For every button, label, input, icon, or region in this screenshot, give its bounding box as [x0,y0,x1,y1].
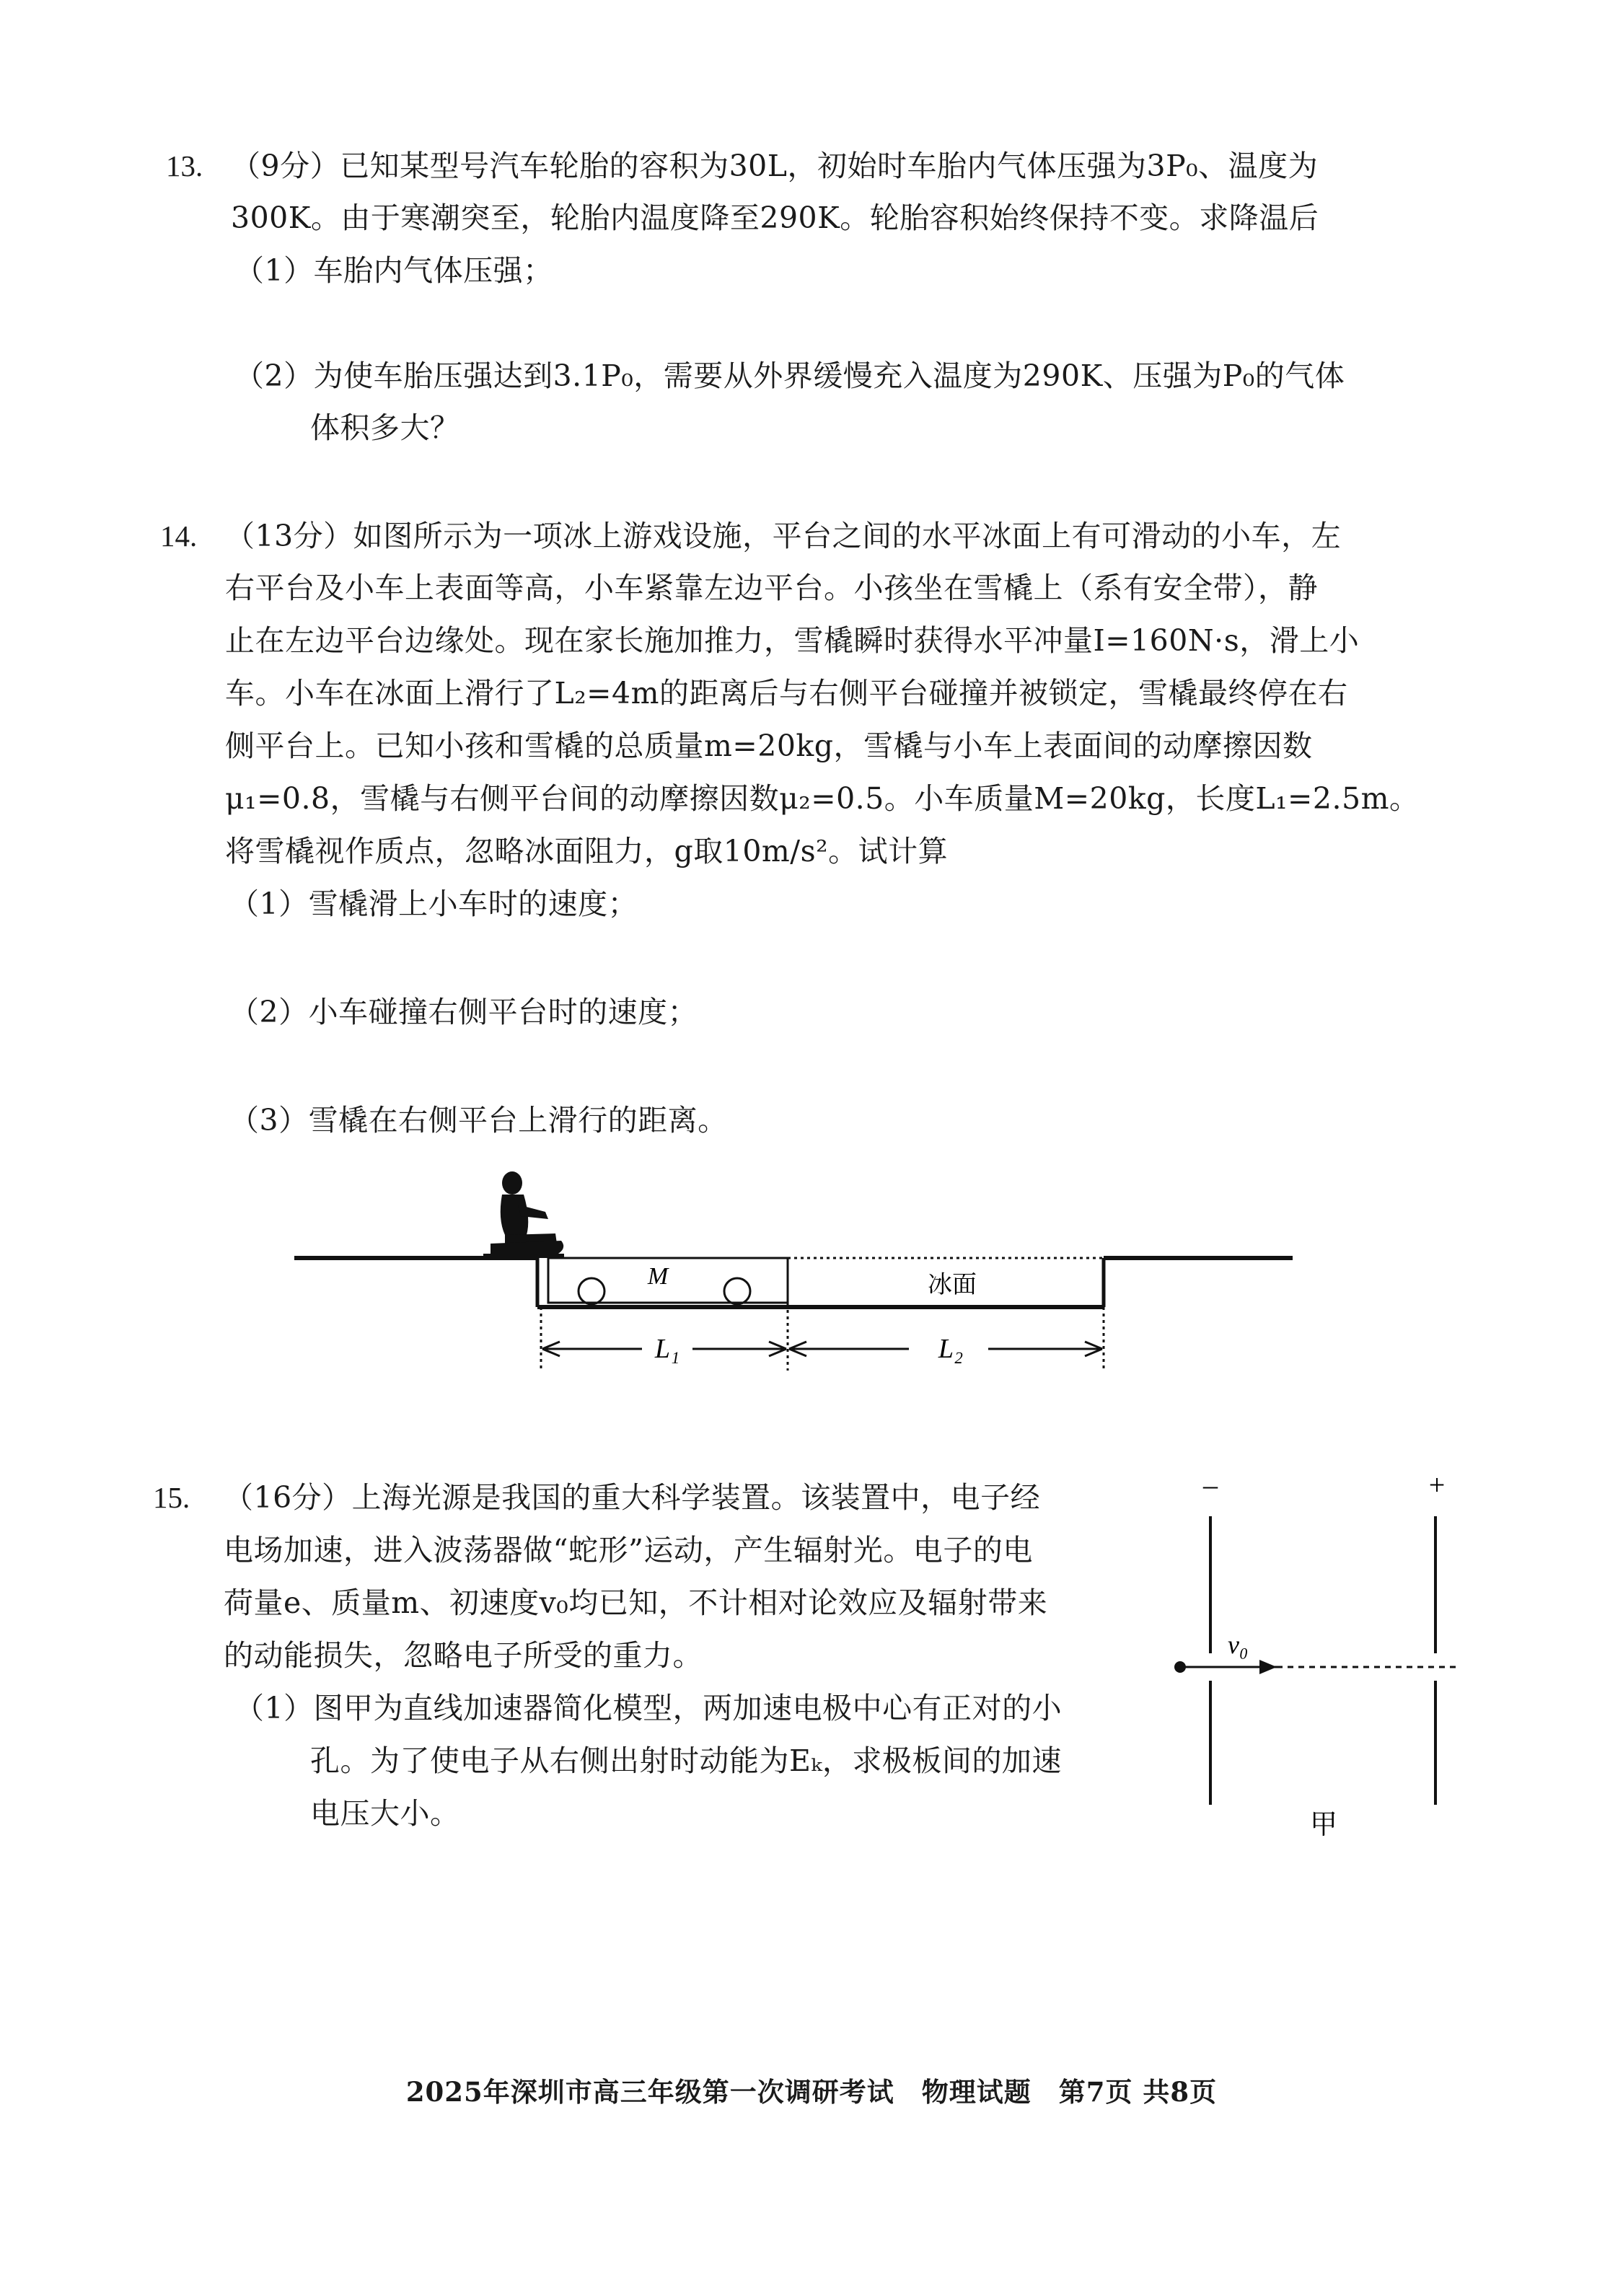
q14-figure [289,1154,1334,1414]
q13-line-2: 300K。由于寒潮突至，轮胎内温度降至290K。轮胎容积始终保持不变。求降温后 [231,201,1319,235]
v0-label: v₀ [1228,1630,1249,1659]
q14-line-3: 止在左边平台边缘处。现在家长施加推力，雪橇瞬时获得水平冲量I=160N·s，滑上小 [225,623,1360,658]
plus-sign: + [1428,1469,1446,1501]
q14-line-5: 侧平台上。已知小孩和雪橇的总质量m=20kg，雪橇与小车上表面间的动摩擦因数 [225,729,1313,763]
q15-line-3: 荷量e、质量m、初速度v₀均已知，不计相对论效应及辐射带来 [224,1585,1048,1620]
l1-label: L₁ [654,1334,680,1364]
q14-line-4: 车。小车在冰面上滑行了L₂=4m的距离后与右侧平台碰撞并被锁定，雪橇最终停在右 [225,676,1348,711]
q14-number: 14. [160,519,198,553]
q13-number: 13. [166,149,203,182]
cart-wheel-left [579,1278,604,1304]
child-on-sled-icon [483,1171,564,1258]
q13-line-1: （9分）已知某型号汽车轮胎的容积为30L，初始时车胎内气体压强为3P₀、温度为 [231,149,1319,183]
q13-line-4: （2）为使车胎压强达到3.1P₀，需要从外界缓慢充入温度为290K、压强为P₀的气体 [234,359,1345,393]
q13-line-5: 体积多大？ [310,410,460,445]
q15-line-1: （16分）上海光源是我国的重大科学装置。该装置中，电子经 [224,1480,1041,1515]
q15-number: 15. [153,1481,190,1514]
q15-line-4: 的动能损失，忽略电子所受的重力。 [224,1638,703,1673]
q15-line-2: 电场加速，进入波荡器做“蛇形”运动，产生辐射光。电子的电 [224,1533,1033,1567]
q14-line-6: μ₁=0.8，雪橇与右侧平台间的动摩擦因数μ₂=0.5。小车质量M=20kg，长度L₁=2.5m。 [225,781,1420,816]
figure-caption: 甲 [1309,1810,1338,1839]
cart-label: M [647,1263,669,1290]
q14-line-8: （1）雪橇滑上小车时的速度； [229,887,638,921]
q14-line-10: （3）雪橇在右侧平台上滑行的距离。 [229,1103,728,1138]
q15-line-5: （1）图甲为直线加速器简化模型，两加速电极中心有正对的小 [234,1691,1063,1725]
q15-line-6: 孔。为了使电子从右侧出射时动能为Eₖ，求极板间的加速 [310,1743,1062,1778]
q14-line-9: （2）小车碰撞右侧平台时的速度； [229,995,698,1029]
q15-line-7: 电压大小。 [310,1796,460,1831]
ice-label: 冰面 [928,1272,977,1298]
minus-sign: – [1203,1469,1218,1501]
q15-figure [1169,1464,1472,1839]
q14-line-1: （13分）如图所示为一项冰上游戏设施，平台之间的水平冰面上有可滑动的小车，左 [225,519,1342,553]
l2-label: L₂ [938,1334,964,1364]
page-footer: 2025年深圳市高三年级第一次调研考试 物理试题 第7页 共8页 [405,2076,1218,2108]
q13-line-3: （1）车胎内气体压强； [234,253,553,288]
q14-line-2: 右平台及小车上表面等高，小车紧靠左边平台。小孩坐在雪橇上（系有安全带），静 [225,571,1318,605]
cart-wheel-right [724,1278,750,1304]
q14-line-7: 将雪橇视作质点，忽略冰面阻力，g取10m/s²。试计算 [225,834,949,868]
